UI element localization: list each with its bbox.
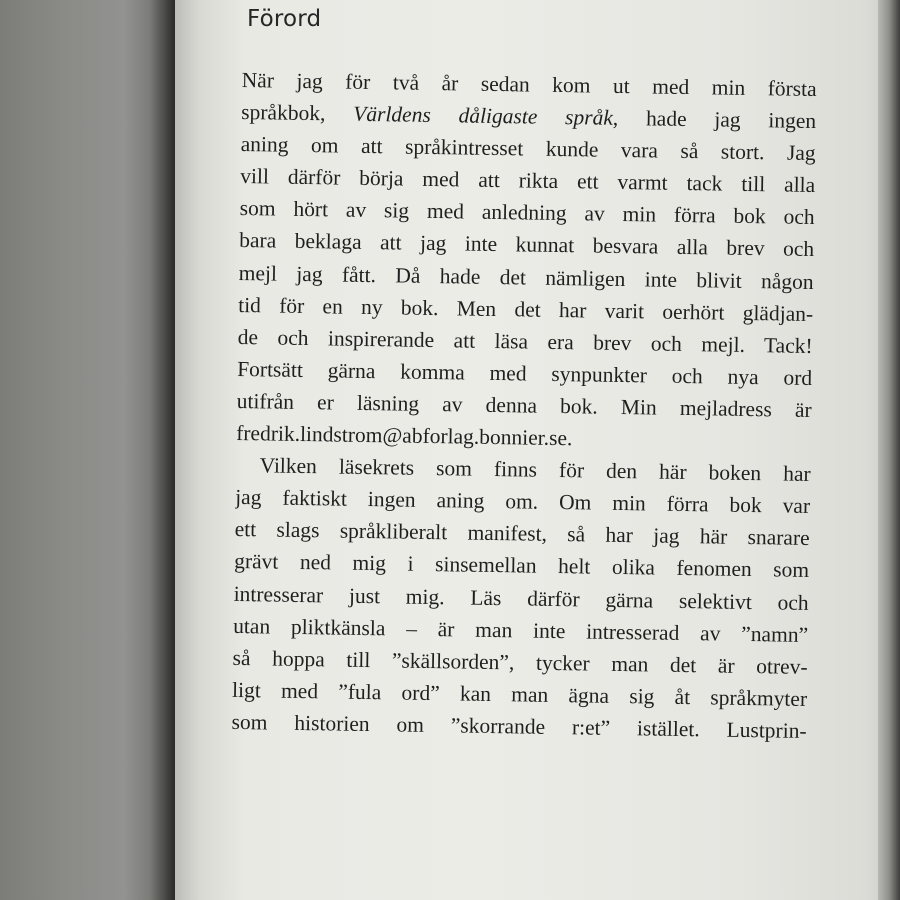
text-segment: , hade jag ingen bbox=[612, 105, 817, 134]
text-line: vill därför börja med att rikta ett varmt tack till alla bbox=[240, 164, 816, 198]
text-line: När jag för två år sedan kom ut med min första bbox=[241, 67, 817, 102]
text-line: tid för en ny bok. Men det har varit oerhört glädjan- bbox=[238, 292, 814, 326]
text-line: bara beklaga att jag inte kunnat besvara alla brev och bbox=[239, 228, 815, 262]
text-line: ligt med ”fula ord” kan man ägna sig åt språkmyter bbox=[231, 677, 808, 711]
text-line: utan pliktkänsla – är man inte intresserad av ”namn” bbox=[232, 613, 809, 647]
text-line: intresserar just mig. Läs därför gärna selektivt och bbox=[233, 581, 809, 615]
text-line: Fortsätt gärna komma med synpunkter och nya ord bbox=[237, 356, 813, 390]
text-line: så hoppa till ”skällsorden”, tycker man det är otrev- bbox=[232, 645, 808, 679]
book-title-italic: Världens dåligaste språk bbox=[352, 101, 614, 130]
page-edge bbox=[878, 0, 900, 900]
text-segment: språkbok, bbox=[241, 100, 354, 126]
body-text bbox=[231, 64, 817, 747]
text-line: ett slags språkliberalt manifest, så har jag här snarare bbox=[234, 517, 810, 551]
text-line: aning om att språkintresset kunde vara så stort. Jag bbox=[240, 132, 816, 166]
text-line: grävt ned mig i sinsemellan helt olika fenomen som bbox=[233, 549, 810, 583]
text-line: Vilken läsekrets som finns för den här boken har bbox=[259, 453, 811, 487]
text-line: som hört av sig med anledning av min förra bok och bbox=[239, 196, 815, 230]
text-line: mejl jag fått. Då hade det nämligen inte blivit någon bbox=[238, 260, 814, 294]
email-address-line: fredrik.lindstrom@abforlag.bonnier.se. bbox=[236, 420, 573, 451]
text-line: utifrån er läsning av denna bok. Min mejladress är bbox=[236, 388, 812, 422]
text-line: de och inspirerande att läsa era brev och mejl. Tack! bbox=[237, 324, 813, 358]
chapter-heading: Förord bbox=[247, 6, 322, 32]
text-line: jag faktiskt ingen aning om. Om min förra bok var bbox=[235, 485, 811, 519]
text-line: som historien om ”skorrande r:et” istället. Lustprin- bbox=[231, 709, 807, 743]
paragraph-2 bbox=[231, 449, 810, 747]
paragraph-1 bbox=[236, 64, 817, 458]
